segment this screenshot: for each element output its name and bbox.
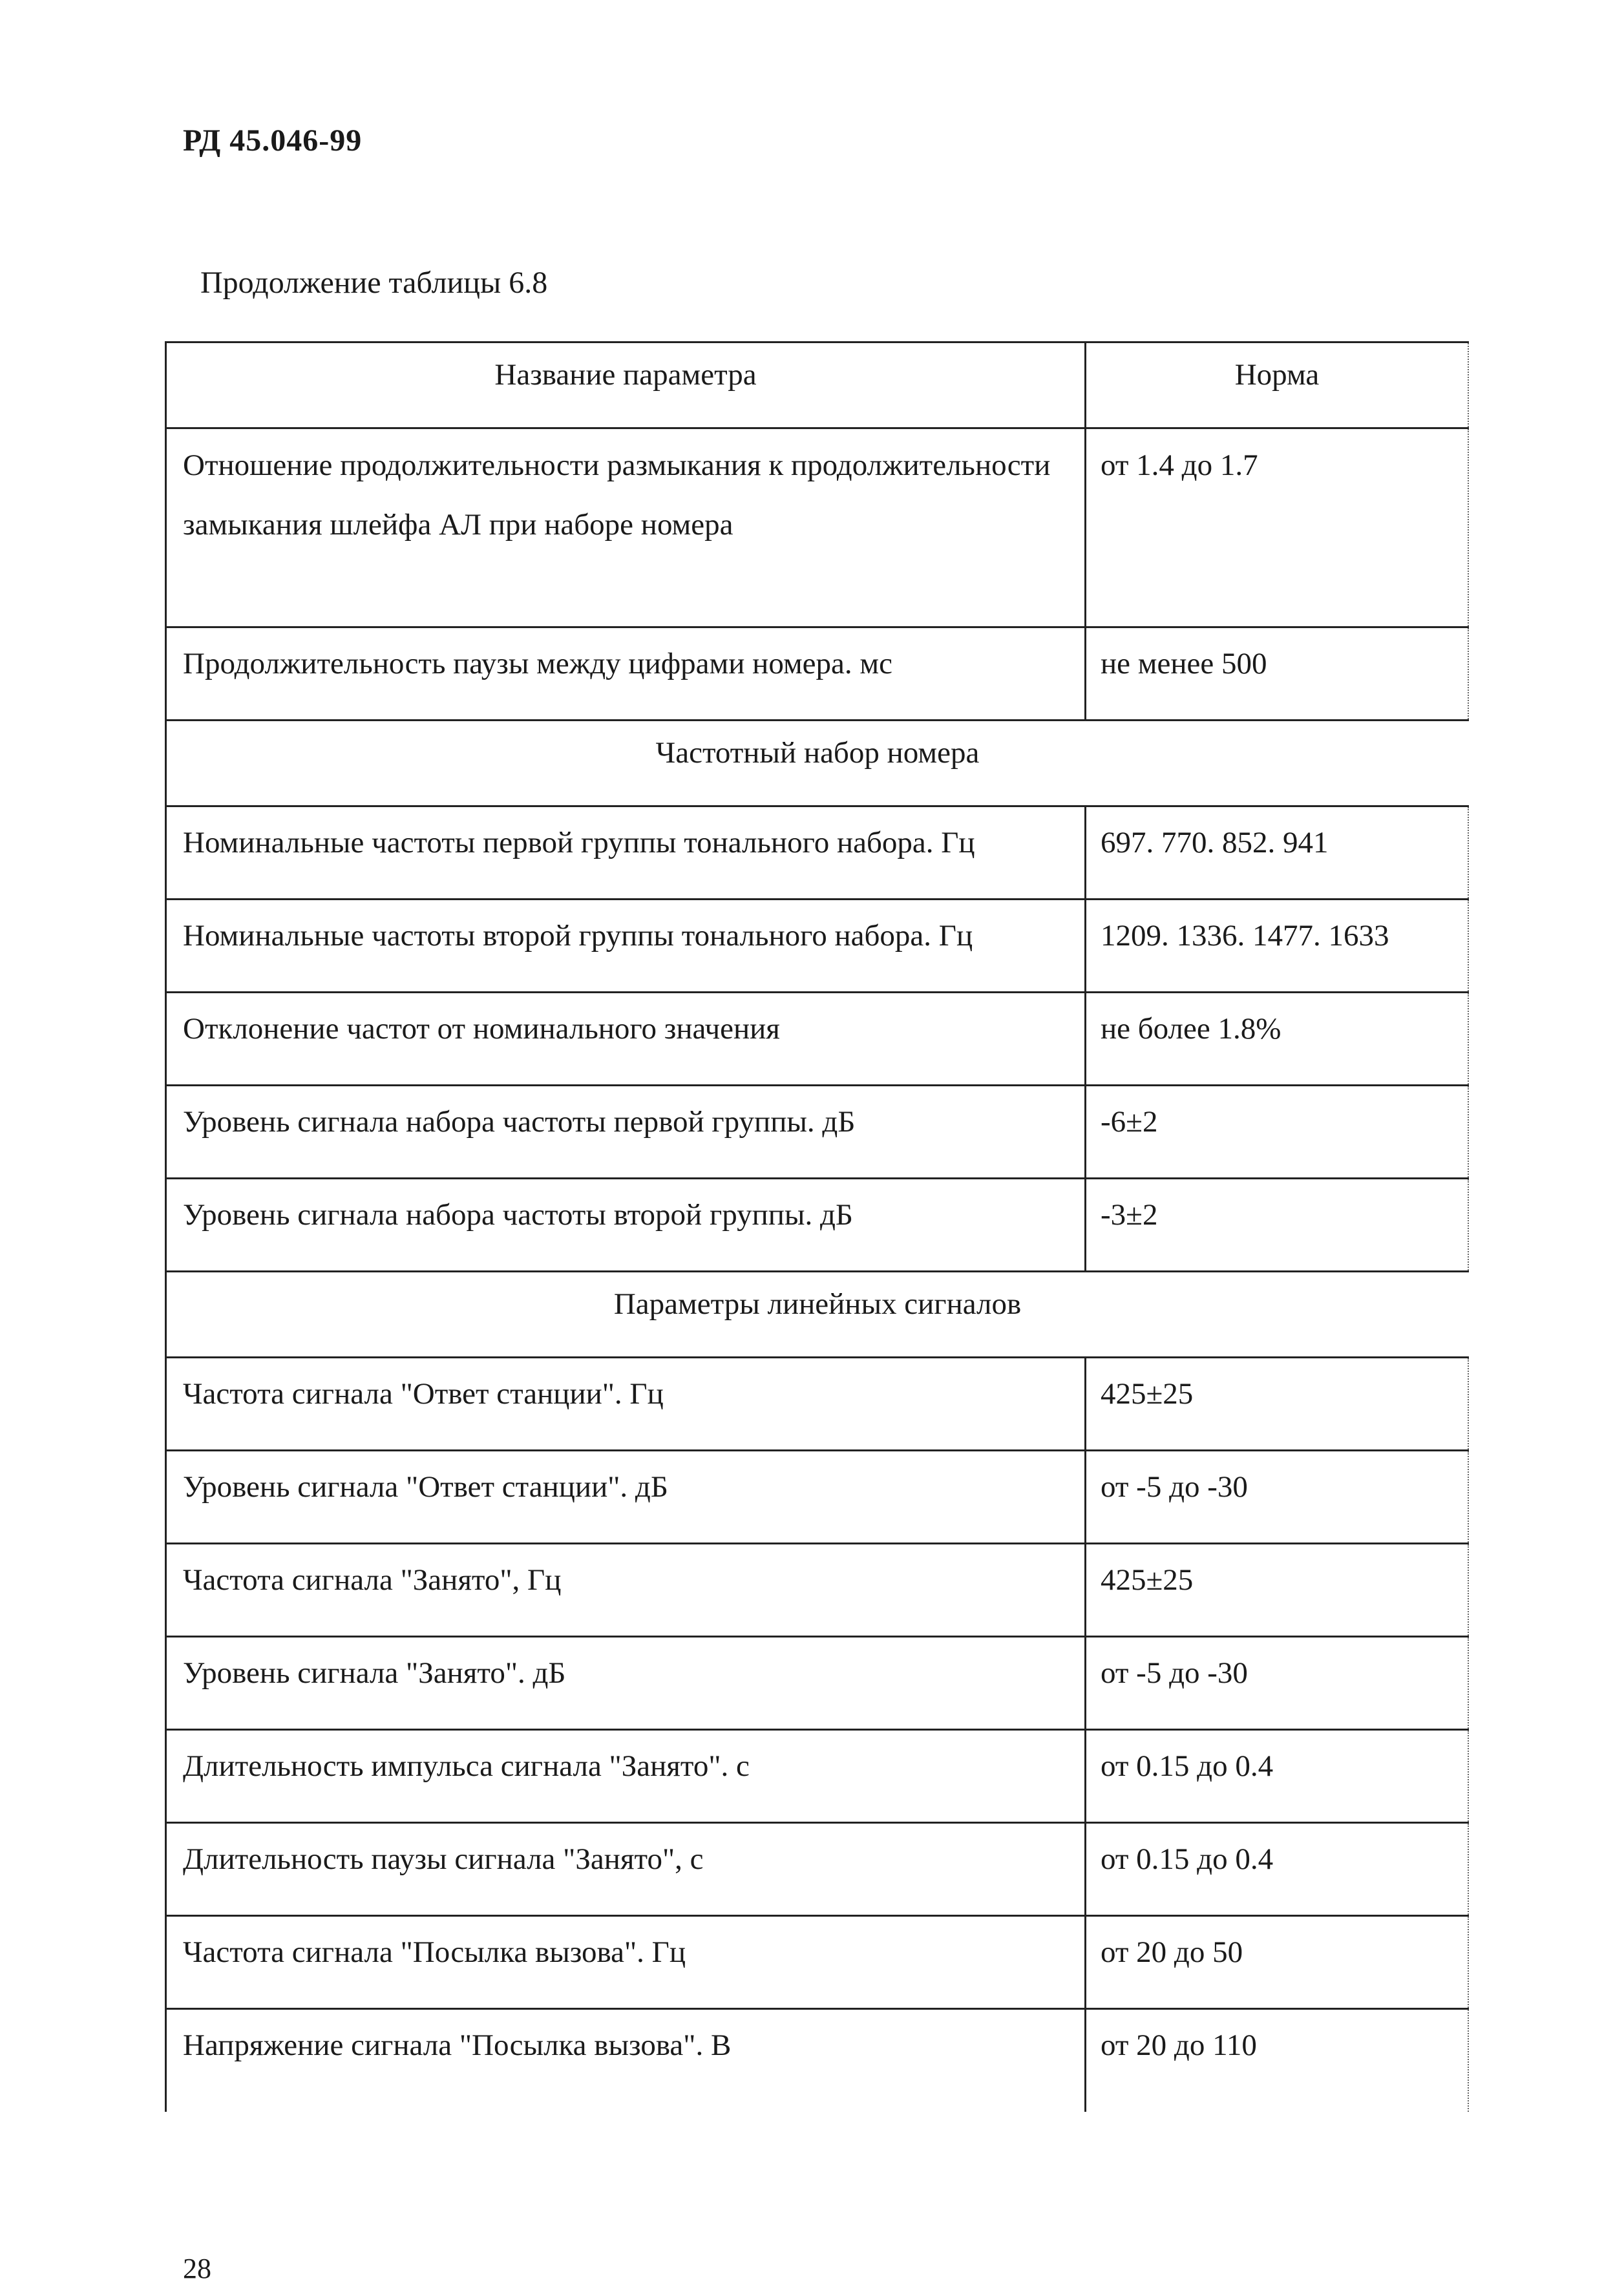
document-code: РД 45.046-99 xyxy=(183,123,363,158)
table-row xyxy=(166,2009,1469,2112)
param-norm: от 1.4 до 1.7 xyxy=(1086,428,1469,627)
table-row xyxy=(166,806,1469,900)
param-norm: от 0.15 до 0.4 xyxy=(1086,1730,1469,1823)
param-norm: 697. 770. 852. 941 xyxy=(1086,806,1469,900)
param-norm: от 20 до 110 xyxy=(1086,2009,1469,2112)
param-norm: 425±25 xyxy=(1086,1544,1469,1637)
table-row xyxy=(166,1916,1469,2009)
param-name: Номинальные частоты второй группы тонального набора. Гц xyxy=(166,900,1086,993)
section-row xyxy=(166,721,1469,806)
param-norm: -6±2 xyxy=(1086,1086,1469,1179)
table-row xyxy=(166,1451,1469,1544)
param-name: Длительность паузы сигнала "Занято", с xyxy=(166,1823,1086,1916)
page-number: 28 xyxy=(183,2253,211,2284)
param-norm: от -5 до -30 xyxy=(1086,1637,1469,1730)
table-row xyxy=(166,428,1469,627)
table-caption: Продолжение таблицы 6.8 xyxy=(200,266,548,300)
param-norm: от 20 до 50 xyxy=(1086,1916,1469,2009)
param-name: Отношение продолжительности размыкания к продолжительности замыкания шлейфа АЛ при наборе номера xyxy=(166,428,1086,627)
table-row xyxy=(166,1730,1469,1823)
param-name: Длительность импульса сигнала "Занято". с xyxy=(166,1730,1086,1823)
section-row xyxy=(166,1272,1469,1358)
param-name: Продолжительность паузы между цифрами номера. мс xyxy=(166,627,1086,721)
table-row xyxy=(166,1086,1469,1179)
table-row xyxy=(166,1358,1469,1451)
param-name: Уровень сигнала набора частоты второй группы. дБ xyxy=(166,1179,1086,1272)
section-title: Частотный набор номера xyxy=(166,721,1469,806)
table-header-row xyxy=(166,342,1469,428)
param-norm: 425±25 xyxy=(1086,1358,1469,1451)
table-row xyxy=(166,1637,1469,1730)
param-name: Отклонение частот от номинального значения xyxy=(166,993,1086,1086)
param-norm: 1209. 1336. 1477. 1633 xyxy=(1086,900,1469,993)
section-title: Параметры линейных сигналов xyxy=(166,1272,1469,1358)
table-row xyxy=(166,1544,1469,1637)
column-header-norm: Норма xyxy=(1086,342,1469,428)
param-norm: -3±2 xyxy=(1086,1179,1469,1272)
column-header-name: Название параметра xyxy=(166,342,1086,428)
param-norm: не менее 500 xyxy=(1086,627,1469,721)
table-row xyxy=(166,900,1469,993)
table-row xyxy=(166,1179,1469,1272)
param-name: Частота сигнала "Посылка вызова". Гц xyxy=(166,1916,1086,2009)
parameters-table xyxy=(165,341,1469,2112)
table-row xyxy=(166,627,1469,721)
param-norm: не более 1.8% xyxy=(1086,993,1469,1086)
param-name: Уровень сигнала "Занято". дБ xyxy=(166,1637,1086,1730)
param-name: Частота сигнала "Занято", Гц xyxy=(166,1544,1086,1637)
param-name: Уровень сигнала набора частоты первой группы. дБ xyxy=(166,1086,1086,1179)
param-norm: от 0.15 до 0.4 xyxy=(1086,1823,1469,1916)
param-name: Уровень сигнала "Ответ станции". дБ xyxy=(166,1451,1086,1544)
param-name: Номинальные частоты первой группы тонального набора. Гц xyxy=(166,806,1086,900)
param-name: Напряжение сигнала "Посылка вызова". В xyxy=(166,2009,1086,2112)
table-row xyxy=(166,1823,1469,1916)
param-norm: от -5 до -30 xyxy=(1086,1451,1469,1544)
table-row xyxy=(166,993,1469,1086)
param-name: Частота сигнала "Ответ станции". Гц xyxy=(166,1358,1086,1451)
